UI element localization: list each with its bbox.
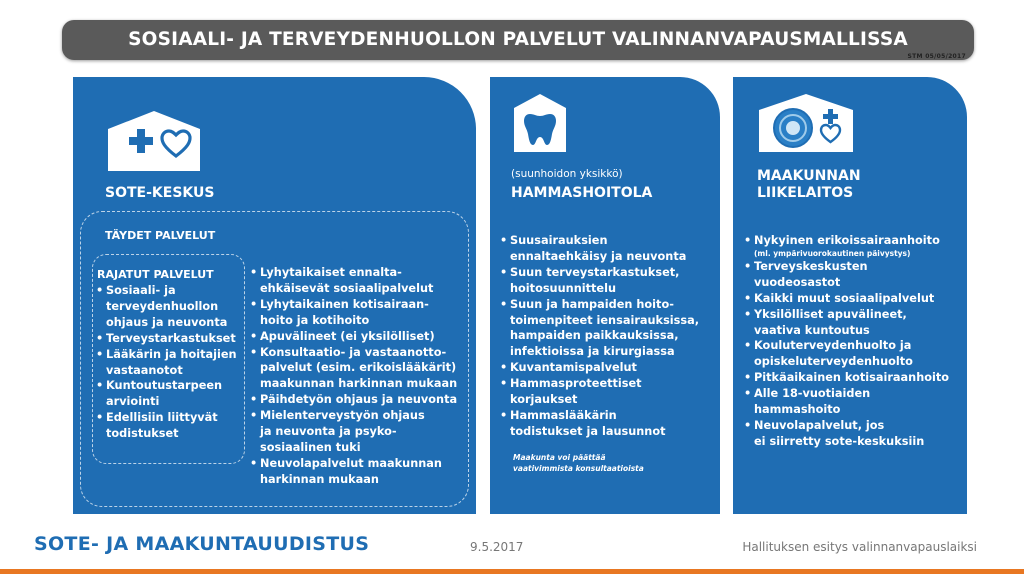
list-item: • Nykyinen erikoissairaanhoito (ml. ympärivuorokautinen päivystys) [744, 233, 949, 259]
list-item: • Lääkärin ja hoitajien vastaanotot [96, 347, 237, 379]
full-services-label: TÄYDET PALVELUT [105, 229, 216, 242]
full-services-list [250, 265, 457, 488]
list-item: • Kaikki muut sosiaalipalvelut [744, 291, 949, 307]
footer-accent-line [0, 569, 1024, 574]
list-item: • Apuvälineet (ei yksilölliset) [250, 329, 457, 345]
list-item: • Suun ja hampaiden hoito- toimenpiteet iensairauksissa, hampaiden paikkauksissa, infektioissa ja kirurgiassa [500, 297, 699, 361]
footer-caption: Hallituksen esitys valinnanvapauslaiksi [742, 540, 977, 554]
list-item: • Hammaslääkärin todistukset ja lausunnot [500, 408, 699, 440]
stm-stamp: STM 05/05/2017 [907, 53, 966, 60]
list-item: • Hammasproteettiset korjaukset [500, 376, 699, 408]
list-item: • Konsultaatio- ja vastaanotto- palvelut (esim. erikoislääkärit) maakunnan harkinnan mukaan [250, 345, 457, 393]
list-item: • Suun terveystarkastukset, hoitosuunnittelu [500, 265, 699, 297]
list-item: • Terveystarkastukset [96, 331, 237, 347]
footer-brand: SOTE- JA MAAKUNTAUUDISTUS [34, 533, 370, 555]
list-item: • Kuvantamispalvelut [500, 360, 699, 376]
list-item: • Suusairauksien ennaltaehkäisy ja neuvonta [500, 233, 699, 265]
list-item: • Lyhytaikainen kotisairaan- hoito ja kotihoito [250, 297, 457, 329]
limited-services-label: RAJATUT PALVELUT [97, 268, 214, 281]
list-item: • Terveyskeskusten vuodeosastot [744, 259, 949, 291]
footer-date: 9.5.2017 [470, 540, 524, 554]
dental-subtitle: (suunhoidon yksikkö) [511, 168, 623, 180]
regional-services-list [744, 233, 949, 450]
list-item: • Neuvolapalvelut, jos ei siirretty sote-keskuksiin [744, 418, 949, 450]
list-item: • Mielenterveystyön ohjaus ja neuvonta ja psyko- sosiaalinen tuki [250, 408, 457, 456]
list-item: • Alle 18-vuotiaiden hammashoito [744, 386, 949, 418]
list-item: • Edellisiin liittyvät todistukset [96, 410, 237, 442]
list-item: • Pitkäaikainen kotisairaanhoito [744, 370, 949, 386]
limited-services-list [96, 283, 237, 442]
hammashoitola-title: HAMMASHOITOLA [511, 185, 653, 201]
page-title: SOSIAALI- JA TERVEYDENHUOLLON PALVELUT VALINNANVAPAUSMALLISSA [128, 29, 908, 50]
sote-keskus-title: SOTE-KESKUS [105, 185, 215, 201]
list-item: • Lyhytaikaiset ennalta- ehkäisevät sosiaalipalvelut [250, 265, 457, 297]
tooth-icon [512, 92, 568, 154]
dental-note: Maakunta voi päättää vaativimmista konsultaatioista [513, 453, 644, 473]
hospital-icon [757, 92, 855, 154]
title-bar [62, 20, 974, 60]
list-item: • Sosiaali- ja terveydenhuollon ohjaus ja neuvonta [96, 283, 237, 331]
list-item: • Yksilölliset apuvälineet, vaativa kuntoutus [744, 307, 949, 339]
maakunnan-liikelaitos-title: MAAKUNNAN LIIKELAITOS [757, 168, 861, 201]
list-item: • Päihdetyön ohjaus ja neuvonta [250, 392, 457, 408]
list-item: • Kuntoutustarpeen arviointi [96, 378, 237, 410]
dental-services-list [500, 233, 699, 440]
health-center-icon [106, 109, 202, 173]
list-item: • Kouluterveydenhuolto ja opiskeluterveydenhuolto [744, 338, 949, 370]
list-item: • Neuvolapalvelut maakunnan harkinnan mukaan [250, 456, 457, 488]
